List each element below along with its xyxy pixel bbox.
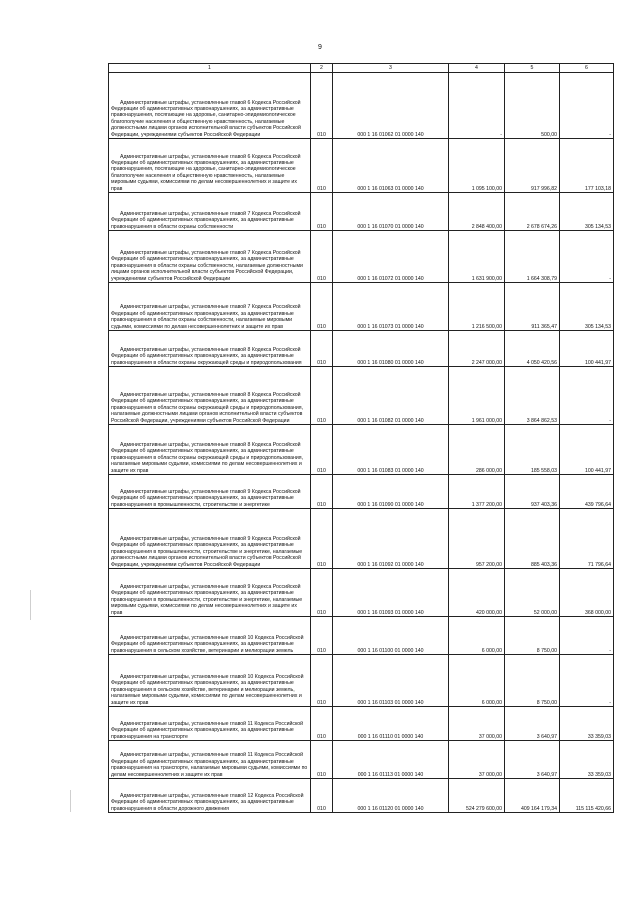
executed-amount-cell: 917 996,82 xyxy=(505,139,560,193)
row-name-cell: Административные штрафы, установленные главой 10 Кодекса Российской Федерации об административных правонарушениях, за административные правонарушения в сельском хозяйстве, ветеринарии и мелиорации земель, налагаемые мировыми судьями, комиссиями по делам несовершеннолетних и защите их прав xyxy=(109,655,311,707)
approved-amount-cell: 6 000,00 xyxy=(449,655,505,707)
budget-classification-code-cell: 000 1 16 01090 01 0000 140 xyxy=(333,475,449,509)
approved-amount-cell: 6 000,00 xyxy=(449,617,505,655)
table-row xyxy=(109,655,614,707)
budget-classification-code-cell: 000 1 16 01072 01 0000 140 xyxy=(333,231,449,283)
unexecuted-amount-cell: - xyxy=(560,655,614,707)
unexecuted-amount-cell: 305 134,53 xyxy=(560,283,614,331)
table-row xyxy=(109,139,614,193)
row-code-cell: 010 xyxy=(311,741,333,779)
budget-classification-code-cell: 000 1 16 01070 01 0000 140 xyxy=(333,193,449,231)
row-code-cell: 010 xyxy=(311,509,333,569)
approved-amount-cell: 957 200,00 xyxy=(449,509,505,569)
budget-classification-code-cell: 000 1 16 01062 01 0000 140 xyxy=(333,73,449,139)
row-code-cell: 010 xyxy=(311,655,333,707)
unexecuted-amount-cell: - xyxy=(560,367,614,425)
row-name-cell: Административные штрафы, установленные главой 7 Кодекса Российской Федерации об административных правонарушениях, за административные правонарушения в области охраны собственности, налагаемые мировыми судьями, комиссиями по делам несовершеннолетних и защите их прав xyxy=(109,283,311,331)
row-code-cell: 010 xyxy=(311,569,333,617)
unexecuted-amount-cell: 33 359,03 xyxy=(560,707,614,741)
column-header: 6 xyxy=(560,64,614,73)
row-name-cell: Административные штрафы, установленные главой 6 Кодекса Российской Федерации об административных правонарушениях, за административные правонарушения, посягающие на здоровье, санитарно-эпидемиологическое благополучие населения и общественную нравственность, налагаемые должностными лицами органов исполнительной власти субъектов Российской Федерации, учреждениями субъектов Российской Федерации xyxy=(109,73,311,139)
table-row xyxy=(109,331,614,367)
table-row xyxy=(109,741,614,779)
column-number-row xyxy=(109,64,614,73)
table-row xyxy=(109,569,614,617)
executed-amount-cell: 409 164 179,34 xyxy=(505,779,560,813)
table-body xyxy=(109,73,614,813)
row-name-cell: Административные штрафы, установленные главой 8 Кодекса Российской Федерации об административных правонарушениях, за административные правонарушения в области охраны окружающей среды и природопользования, налагаемые должностными лицами органов исполнительной власти субъектов Российской Федерации, учреждениями субъектов Российской Федерации xyxy=(109,367,311,425)
column-header: 4 xyxy=(449,64,505,73)
page-number: 9 xyxy=(318,44,322,51)
column-header: 3 xyxy=(333,64,449,73)
table-row xyxy=(109,509,614,569)
row-code-cell: 010 xyxy=(311,73,333,139)
row-name-cell: Административные штрафы, установленные главой 8 Кодекса Российской Федерации об административных правонарушениях, за административные правонарушения в области охраны окружающей среды и природопользования, налагаемые мировыми судьями, комиссиями по делам несовершеннолетних и защите их прав xyxy=(109,425,311,475)
row-name-cell: Административные штрафы, установленные главой 7 Кодекса Российской Федерации об административных правонарушениях, за административные правонарушения в области охраны собственности, налагаемые должностными лицами органов исполнительной власти субъектов Российской Федерации, учреждениями субъектов Российской Федерации xyxy=(109,231,311,283)
row-name-cell: Административные штрафы, установленные главой 9 Кодекса Российской Федерации об административных правонарушениях, за административные правонарушения в промышленности, строительстве и энергетике, налагаемые должностными лицами органов исполнительной власти субъектов Российской Федерации, учреждениями субъектов Российской Федерации xyxy=(109,509,311,569)
table-row xyxy=(109,283,614,331)
unexecuted-amount-cell: 33 359,03 xyxy=(560,741,614,779)
row-code-cell: 010 xyxy=(311,193,333,231)
table-row xyxy=(109,367,614,425)
row-code-cell: 010 xyxy=(311,139,333,193)
unexecuted-amount-cell: - xyxy=(560,231,614,283)
executed-amount-cell: 52 000,00 xyxy=(505,569,560,617)
budget-classification-code-cell: 000 1 16 01063 01 0000 140 xyxy=(333,139,449,193)
executed-amount-cell: 4 050 420,56 xyxy=(505,331,560,367)
budget-classification-code-cell: 000 1 16 01092 01 0000 140 xyxy=(333,509,449,569)
budget-classification-code-cell: 000 1 16 01073 01 0000 140 xyxy=(333,283,449,331)
row-name-cell: Административные штрафы, установленные главой 7 Кодекса Российской Федерации об административных правонарушениях, за административные правонарушения в области охраны собственности xyxy=(109,193,311,231)
budget-classification-code-cell: 000 1 16 01113 01 0000 140 xyxy=(333,741,449,779)
row-code-cell: 010 xyxy=(311,707,333,741)
approved-amount-cell: 2 247 000,00 xyxy=(449,331,505,367)
approved-amount-cell: 1 095 100,00 xyxy=(449,139,505,193)
table-row xyxy=(109,193,614,231)
approved-amount-cell: 1 377 200,00 xyxy=(449,475,505,509)
approved-amount-cell: 420 000,00 xyxy=(449,569,505,617)
unexecuted-amount-cell: 100 441,97 xyxy=(560,331,614,367)
approved-amount-cell: 37 000,00 xyxy=(449,741,505,779)
approved-amount-cell: 1 631 900,00 xyxy=(449,231,505,283)
executed-amount-cell: 8 750,00 xyxy=(505,617,560,655)
unexecuted-amount-cell: 177 103,18 xyxy=(560,139,614,193)
row-name-cell: Административные штрафы, установленные главой 12 Кодекса Российской Федерации об административных правонарушениях, за административные правонарушения в области дорожного движения xyxy=(109,779,311,813)
unexecuted-amount-cell: 305 134,53 xyxy=(560,193,614,231)
unexecuted-amount-cell: 368 000,00 xyxy=(560,569,614,617)
table-row xyxy=(109,425,614,475)
approved-amount-cell: 37 000,00 xyxy=(449,707,505,741)
approved-amount-cell: - xyxy=(449,73,505,139)
executed-amount-cell: 911 365,47 xyxy=(505,283,560,331)
table-row xyxy=(109,73,614,139)
approved-amount-cell: 524 279 600,00 xyxy=(449,779,505,813)
approved-amount-cell: 1 216 500,00 xyxy=(449,283,505,331)
budget-classification-code-cell: 000 1 16 01080 01 0000 140 xyxy=(333,331,449,367)
row-code-cell: 010 xyxy=(311,475,333,509)
executed-amount-cell: 185 558,03 xyxy=(505,425,560,475)
approved-amount-cell: 1 961 000,00 xyxy=(449,367,505,425)
unexecuted-amount-cell: 115 115 420,66 xyxy=(560,779,614,813)
budget-classification-code-cell: 000 1 16 01083 01 0000 140 xyxy=(333,425,449,475)
row-code-cell: 010 xyxy=(311,425,333,475)
budget-classification-code-cell: 000 1 16 01093 01 0000 140 xyxy=(333,569,449,617)
table-row xyxy=(109,231,614,283)
row-name-cell: Административные штрафы, установленные главой 11 Кодекса Российской Федерации об административных правонарушениях, за административные правонарушения на транспорте, налагаемые мировыми судьями, комиссиями по делам несовершеннолетних и защите их прав xyxy=(109,741,311,779)
executed-amount-cell: 3 864 862,53 xyxy=(505,367,560,425)
row-code-cell: 010 xyxy=(311,283,333,331)
approved-amount-cell: 2 848 400,00 xyxy=(449,193,505,231)
approved-amount-cell: 286 000,00 xyxy=(449,425,505,475)
row-code-cell: 010 xyxy=(311,779,333,813)
budget-classification-code-cell: 000 1 16 01100 01 0000 140 xyxy=(333,617,449,655)
table-row xyxy=(109,779,614,813)
row-name-cell: Административные штрафы, установленные главой 10 Кодекса Российской Федерации об административных правонарушениях, за административные правонарушения в сельском хозяйстве, ветеринарии и мелиорации земель xyxy=(109,617,311,655)
executed-amount-cell: 3 640,97 xyxy=(505,741,560,779)
unexecuted-amount-cell: 439 796,64 xyxy=(560,475,614,509)
scan-mark xyxy=(70,790,71,812)
budget-classification-code-cell: 000 1 16 01082 01 0000 140 xyxy=(333,367,449,425)
budget-report-table xyxy=(108,63,614,813)
executed-amount-cell: 3 640,97 xyxy=(505,707,560,741)
executed-amount-cell: 2 678 674,26 xyxy=(505,193,560,231)
unexecuted-amount-cell: 100 441,97 xyxy=(560,425,614,475)
row-name-cell: Административные штрафы, установленные главой 8 Кодекса Российской Федерации об административных правонарушениях, за административные правонарушения в области охраны окружающей среды и природопользования xyxy=(109,331,311,367)
column-header: 5 xyxy=(505,64,560,73)
budget-classification-code-cell: 000 1 16 01103 01 0000 140 xyxy=(333,655,449,707)
unexecuted-amount-cell: - xyxy=(560,617,614,655)
budget-classification-code-cell: 000 1 16 01120 01 0000 140 xyxy=(333,779,449,813)
executed-amount-cell: 885 403,36 xyxy=(505,509,560,569)
budget-classification-code-cell: 000 1 16 01110 01 0000 140 xyxy=(333,707,449,741)
table-row xyxy=(109,707,614,741)
executed-amount-cell: 500,00 xyxy=(505,73,560,139)
table-row xyxy=(109,617,614,655)
row-name-cell: Административные штрафы, установленные главой 9 Кодекса Российской Федерации об административных правонарушениях, за административные правонарушения в промышленности, строительстве и энергетике xyxy=(109,475,311,509)
scan-mark xyxy=(30,590,31,620)
row-code-cell: 010 xyxy=(311,331,333,367)
unexecuted-amount-cell: - xyxy=(560,73,614,139)
row-code-cell: 010 xyxy=(311,367,333,425)
row-code-cell: 010 xyxy=(311,231,333,283)
executed-amount-cell: 8 750,00 xyxy=(505,655,560,707)
row-code-cell: 010 xyxy=(311,617,333,655)
column-header: 2 xyxy=(311,64,333,73)
row-name-cell: Административные штрафы, установленные главой 11 Кодекса Российской Федерации об административных правонарушениях, за административные правонарушения на транспорте xyxy=(109,707,311,741)
unexecuted-amount-cell: 71 796,64 xyxy=(560,509,614,569)
executed-amount-cell: 1 664 308,79 xyxy=(505,231,560,283)
executed-amount-cell: 937 403,36 xyxy=(505,475,560,509)
row-name-cell: Административные штрафы, установленные главой 6 Кодекса Российской Федерации об административных правонарушениях, за административные правонарушения, посягающие на здоровье, санитарно-эпидемиологическое благополучие населения и общественную нравственность, налагаемые мировыми судьями, комиссиями по делам несовершеннолетних и защите их прав xyxy=(109,139,311,193)
table-row xyxy=(109,475,614,509)
row-name-cell: Административные штрафы, установленные главой 9 Кодекса Российской Федерации об административных правонарушениях, за административные правонарушения в промышленности, строительстве и энергетике, налагаемые мировыми судьями, комиссиями по делам несовершеннолетних и защите их прав xyxy=(109,569,311,617)
column-header: 1 xyxy=(109,64,311,73)
